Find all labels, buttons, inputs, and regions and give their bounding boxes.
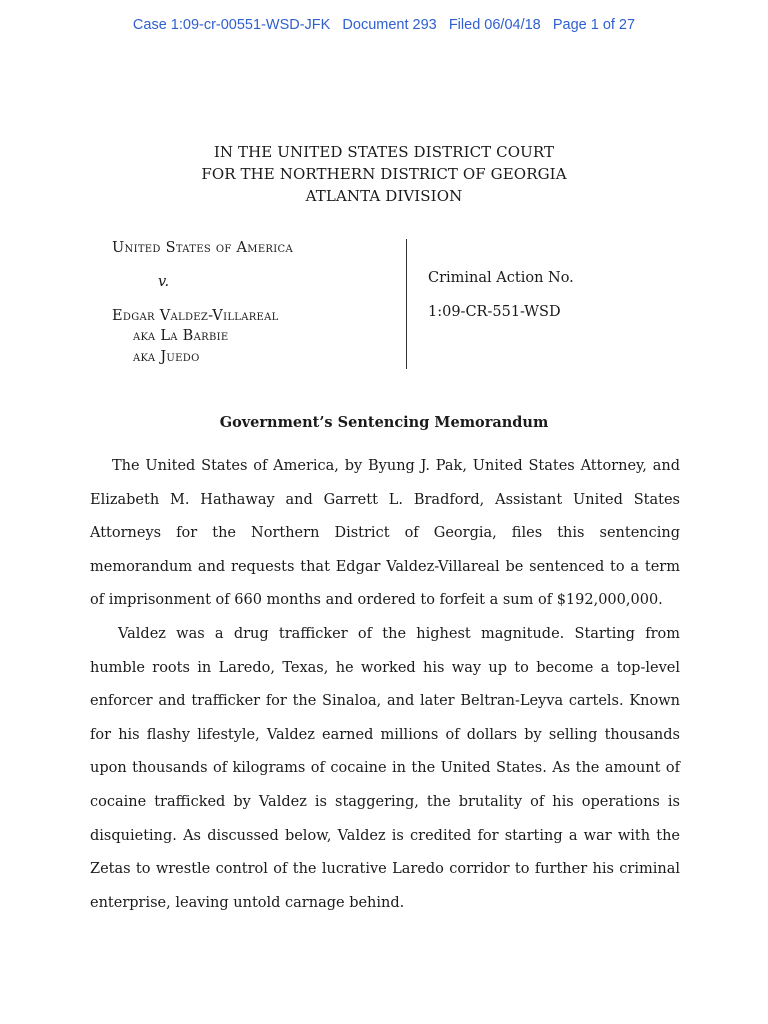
court-heading-line1: IN THE UNITED STATES DISTRICT COURT [213, 143, 555, 161]
caption-divider [406, 239, 407, 369]
criminal-action-number: 1:09-CR-551-WSD [428, 304, 561, 320]
court-heading-line2: FOR THE NORTHERN DISTRICT OF GEORGIA [201, 165, 567, 183]
defendant-alias-2: aka Juedo [133, 349, 200, 365]
court-heading-line3: ATLANTA DIVISION [305, 187, 463, 205]
ecf-header-stamp [0, 17, 768, 33]
filed-date: Filed 06/04/18 [448, 17, 541, 33]
page-count: Page 1 of 27 [552, 17, 636, 33]
document-title: Government’s Sentencing Memorandum [219, 414, 549, 431]
defendant-alias-1: aka La Barbie [133, 328, 229, 344]
criminal-action-label: Criminal Action No. [428, 270, 574, 286]
document-number: Document 293 [342, 17, 437, 33]
memorandum-body [90, 450, 680, 920]
plaintiff-name: United States of America [112, 240, 293, 256]
body-paragraph-2: Valdez was a drug trafficker of the highest magnitude. Starting from humble roots in Laredo, Texas, he worked his way up to become a top-level enforcer and trafficker for the Sinaloa, and later Beltran-Leyva cartels. Known for his flashy lifestyle, Valdez earned millions of dollars by selling thousands upon thousands of kilograms of cocaine in the United States. As the amount of cocaine trafficked by Valdez is staggering, the brutality of his operations is disquieting. As discussed below, Valdez is credited for starting a war with the Zetas to wrestle control of the lucrative Laredo corridor to further his criminal enterprise, leaving untold carnage behind. [90, 625, 680, 911]
case-caption-action [428, 261, 574, 329]
versus-label: v. [158, 274, 170, 290]
court-heading [0, 141, 768, 207]
case-number: Case 1:09-cr-00551-WSD-JFK [132, 17, 331, 33]
body-paragraph-1: The United States of America, by Byung J. Pak, United States Attorney, and Elizabeth M. Hathaway and Garrett L. Bradford, Assistant United States Attorneys for the Northern District of Georgia, files this sentencing memorandum and requests that Edgar Valdez-Villareal be sentenced to a term of imprisonment of 660 months and ordered to forfeit a sum of $192,000,000. [90, 458, 680, 609]
defendant-name: Edgar Valdez-Villareal [112, 308, 279, 324]
